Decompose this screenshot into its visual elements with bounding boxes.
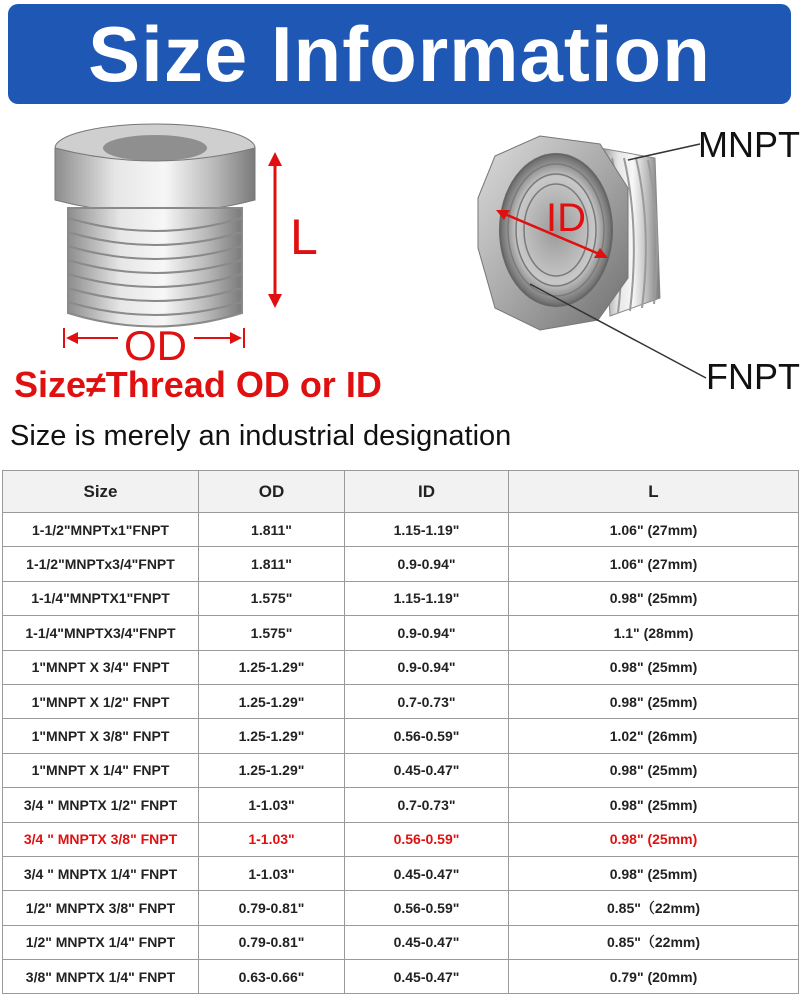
- cell-id: 0.7-0.73": [345, 788, 509, 822]
- cell-size: 1-1/4"MNPTX1"FNPT: [3, 581, 199, 615]
- length-label: L: [290, 209, 318, 265]
- header-size: Size: [3, 471, 199, 513]
- table-row: [3, 925, 799, 959]
- cell-od: 1.811": [199, 513, 345, 547]
- size-table: [2, 470, 799, 994]
- cell-od: 1.25-1.29": [199, 684, 345, 718]
- cell-od: 1-1.03": [199, 856, 345, 890]
- cell-l: 1.02" (26mm): [509, 719, 799, 753]
- cell-l: 0.98" (25mm): [509, 684, 799, 718]
- cell-l: 0.98" (25mm): [509, 753, 799, 787]
- cell-id: 0.45-0.47": [345, 856, 509, 890]
- header-l: L: [509, 471, 799, 513]
- table-row: [3, 513, 799, 547]
- table-row: [3, 822, 799, 856]
- table-row: [3, 960, 799, 994]
- table-row: [3, 788, 799, 822]
- cell-od: 1.25-1.29": [199, 753, 345, 787]
- cell-size: 3/4 " MNPTX 3/8" FNPT: [3, 822, 199, 856]
- cell-size: 1-1/4"MNPTX3/4"FNPT: [3, 616, 199, 650]
- cell-od: 0.79-0.81": [199, 925, 345, 959]
- header-od: OD: [199, 471, 345, 513]
- cell-id: 1.15-1.19": [345, 513, 509, 547]
- header-id: ID: [345, 471, 509, 513]
- table-row: [3, 856, 799, 890]
- cell-l: 0.98" (25mm): [509, 650, 799, 684]
- cell-l: 0.98" (25mm): [509, 581, 799, 615]
- mnpt-label: MNPT: [698, 124, 800, 165]
- cell-od: 1.575": [199, 581, 345, 615]
- banner-title: Size Information: [88, 9, 711, 98]
- cell-size: 3/4 " MNPTX 1/4" FNPT: [3, 856, 199, 890]
- right-fitting: [478, 136, 706, 378]
- cell-id: 0.9-0.94": [345, 650, 509, 684]
- table-row: [3, 719, 799, 753]
- cell-od: 0.79-0.81": [199, 891, 345, 925]
- cell-od: 0.63-0.66": [199, 960, 345, 994]
- table-row: [3, 891, 799, 925]
- table-row: [3, 616, 799, 650]
- cell-l: 0.85"（22mm): [509, 891, 799, 925]
- cell-l: 0.79" (20mm): [509, 960, 799, 994]
- cell-id: 0.7-0.73": [345, 684, 509, 718]
- fnpt-label: FNPT: [706, 356, 800, 397]
- cell-id: 0.45-0.47": [345, 753, 509, 787]
- table-body: [3, 513, 799, 994]
- cell-size: 1/2" MNPTX 3/8" FNPT: [3, 891, 199, 925]
- size-warning: Size≠Thread OD or ID: [14, 364, 382, 405]
- cell-size: 3/4 " MNPTX 1/2" FNPT: [3, 788, 199, 822]
- cell-od: 1.811": [199, 547, 345, 581]
- cell-id: 0.45-0.47": [345, 960, 509, 994]
- table-row: [3, 684, 799, 718]
- cell-l: 0.98" (25mm): [509, 822, 799, 856]
- cell-l: 1.1" (28mm): [509, 616, 799, 650]
- left-fitting: [55, 124, 282, 348]
- title-banner: [8, 4, 791, 104]
- cell-l: 0.98" (25mm): [509, 856, 799, 890]
- table-row: [3, 581, 799, 615]
- id-label: ID: [546, 196, 586, 240]
- cell-size: 1"MNPT X 3/8" FNPT: [3, 719, 199, 753]
- cell-od: 1-1.03": [199, 822, 345, 856]
- table-row: [3, 753, 799, 787]
- fitting-illustration: [0, 108, 800, 463]
- product-figure: [0, 108, 800, 463]
- cell-size: 1-1/2"MNPTx1"FNPT: [3, 513, 199, 547]
- table-header-row: [3, 471, 799, 513]
- cell-size: 1"MNPT X 1/2" FNPT: [3, 684, 199, 718]
- od-label: OD: [124, 322, 187, 369]
- cell-l: 0.98" (25mm): [509, 788, 799, 822]
- cell-od: 1-1.03": [199, 788, 345, 822]
- cell-id: 0.45-0.47": [345, 925, 509, 959]
- table-row: [3, 547, 799, 581]
- cell-size: 1"MNPT X 1/4" FNPT: [3, 753, 199, 787]
- size-note: Size is merely an industrial designation: [10, 420, 512, 452]
- cell-l: 0.85"（22mm): [509, 925, 799, 959]
- cell-l: 1.06" (27mm): [509, 547, 799, 581]
- cell-od: 1.25-1.29": [199, 719, 345, 753]
- cell-id: 0.9-0.94": [345, 547, 509, 581]
- cell-id: 1.15-1.19": [345, 581, 509, 615]
- cell-id: 0.9-0.94": [345, 616, 509, 650]
- cell-size: 1/2" MNPTX 1/4" FNPT: [3, 925, 199, 959]
- cell-od: 1.25-1.29": [199, 650, 345, 684]
- cell-l: 1.06" (27mm): [509, 513, 799, 547]
- cell-size: 1-1/2"MNPTx3/4"FNPT: [3, 547, 199, 581]
- cell-od: 1.575": [199, 616, 345, 650]
- cell-size: 3/8" MNPTX 1/4" FNPT: [3, 960, 199, 994]
- table-row: [3, 650, 799, 684]
- cell-size: 1"MNPT X 3/4" FNPT: [3, 650, 199, 684]
- cell-id: 0.56-0.59": [345, 719, 509, 753]
- cell-id: 0.56-0.59": [345, 891, 509, 925]
- cell-id: 0.56-0.59": [345, 822, 509, 856]
